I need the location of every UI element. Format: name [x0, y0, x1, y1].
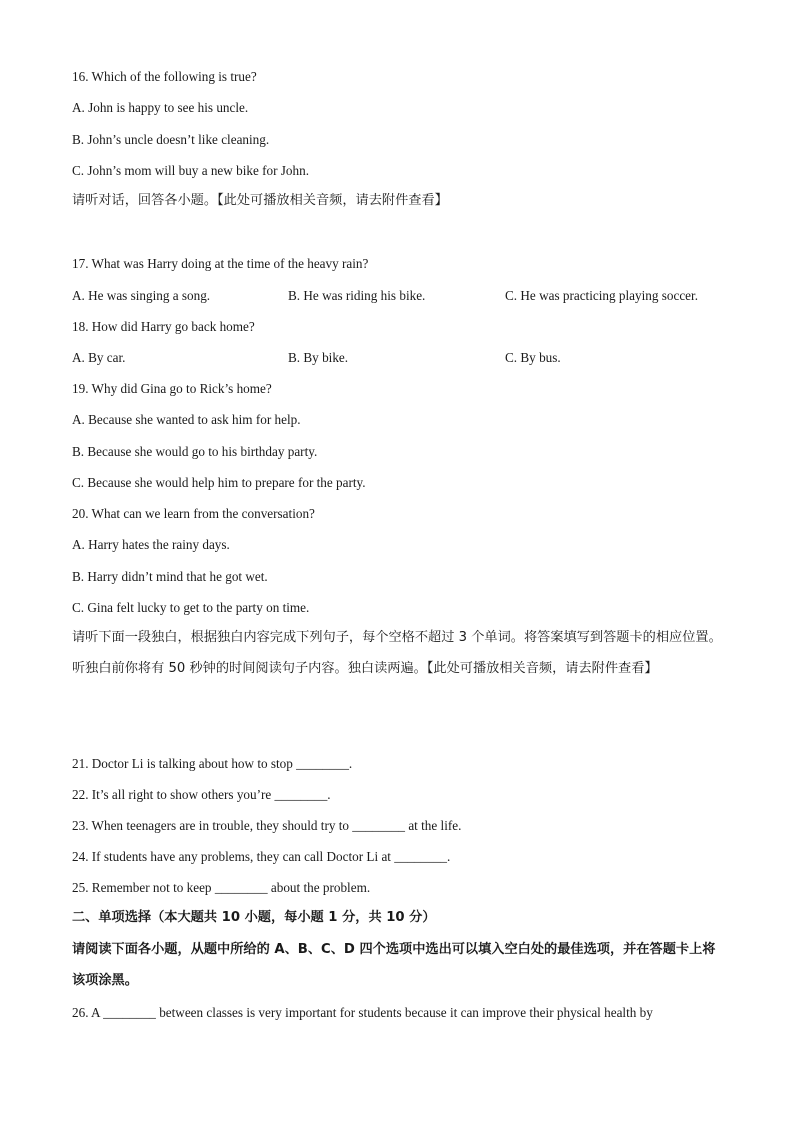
question-17: 17. What was Harry doing at the time of the heavy rain? — [72, 256, 369, 271]
dialogue-instruction: 请听对话，回答各小题。【此处可播放相关音频，请去附件查看】 — [72, 193, 448, 208]
q20-option-a: A. Harry hates the rainy days. — [72, 537, 230, 552]
question-22: 22. It’s all right to show others you’re ________. — [72, 787, 331, 802]
question-16: 16. Which of the following is true? — [72, 69, 257, 84]
q18-option-a: A. By car. — [72, 350, 126, 365]
q16-option-a: A. John is happy to see his uncle. — [72, 100, 249, 115]
section-2-heading: 二、单项选择（本大题共 10 小题，每小题 1 分，共 10 分） — [72, 910, 436, 925]
q19-option-b: B. Because she would go to his birthday party. — [72, 444, 318, 459]
monologue-instruction: 请听下面一段独白，根据独白内容完成下列句子，每个空格不超过 3 个单词。将答案填写到答题卡的相应位置。听独白前你将有 50 秒钟的时间阅读句子内容。独白读两遍。【此处可播放相关音频，请去附件查看】 — [72, 630, 722, 676]
q17-option-a: A. He was singing a song. — [72, 288, 211, 303]
q17-option-b: B. He was riding his bike. — [288, 288, 426, 303]
q19-option-c: C. Because she would help him to prepare for the party. — [72, 475, 366, 490]
section-2-instruction: 请阅读下面各小题，从题中所给的 A、B、C、D 四个选项中选出可以填入空白处的最佳选项，并在答题卡上将该项涂黑。 — [72, 942, 716, 988]
q20-option-b: B. Harry didn’t mind that he got wet. — [72, 569, 268, 584]
q18-option-c: C. By bus. — [505, 350, 561, 365]
q16-option-b: B. John’s uncle doesn’t like cleaning. — [72, 132, 270, 147]
question-26: 26. A ________ between classes is very important for students because it can improve their physical health by — [72, 1005, 653, 1020]
q17-option-c: C. He was practicing playing soccer. — [505, 288, 698, 303]
question-21: 21. Doctor Li is talking about how to stop ________. — [72, 756, 353, 771]
question-19: 19. Why did Gina go to Rick’s home? — [72, 381, 272, 396]
q18-option-b: B. By bike. — [288, 350, 349, 365]
q16-option-c: C. John’s mom will buy a new bike for John. — [72, 163, 309, 178]
question-23: 23. When teenagers are in trouble, they should try to ________ at the life. — [72, 818, 462, 833]
q20-option-c: C. Gina felt lucky to get to the party on time. — [72, 600, 310, 615]
question-20: 20. What can we learn from the conversation? — [72, 506, 315, 521]
question-24: 24. If students have any problems, they can call Doctor Li at ________. — [72, 849, 451, 864]
question-25: 25. Remember not to keep ________ about the problem. — [72, 880, 371, 895]
q19-option-a: A. Because she wanted to ask him for help. — [72, 412, 301, 427]
question-18: 18. How did Harry go back home? — [72, 319, 255, 334]
